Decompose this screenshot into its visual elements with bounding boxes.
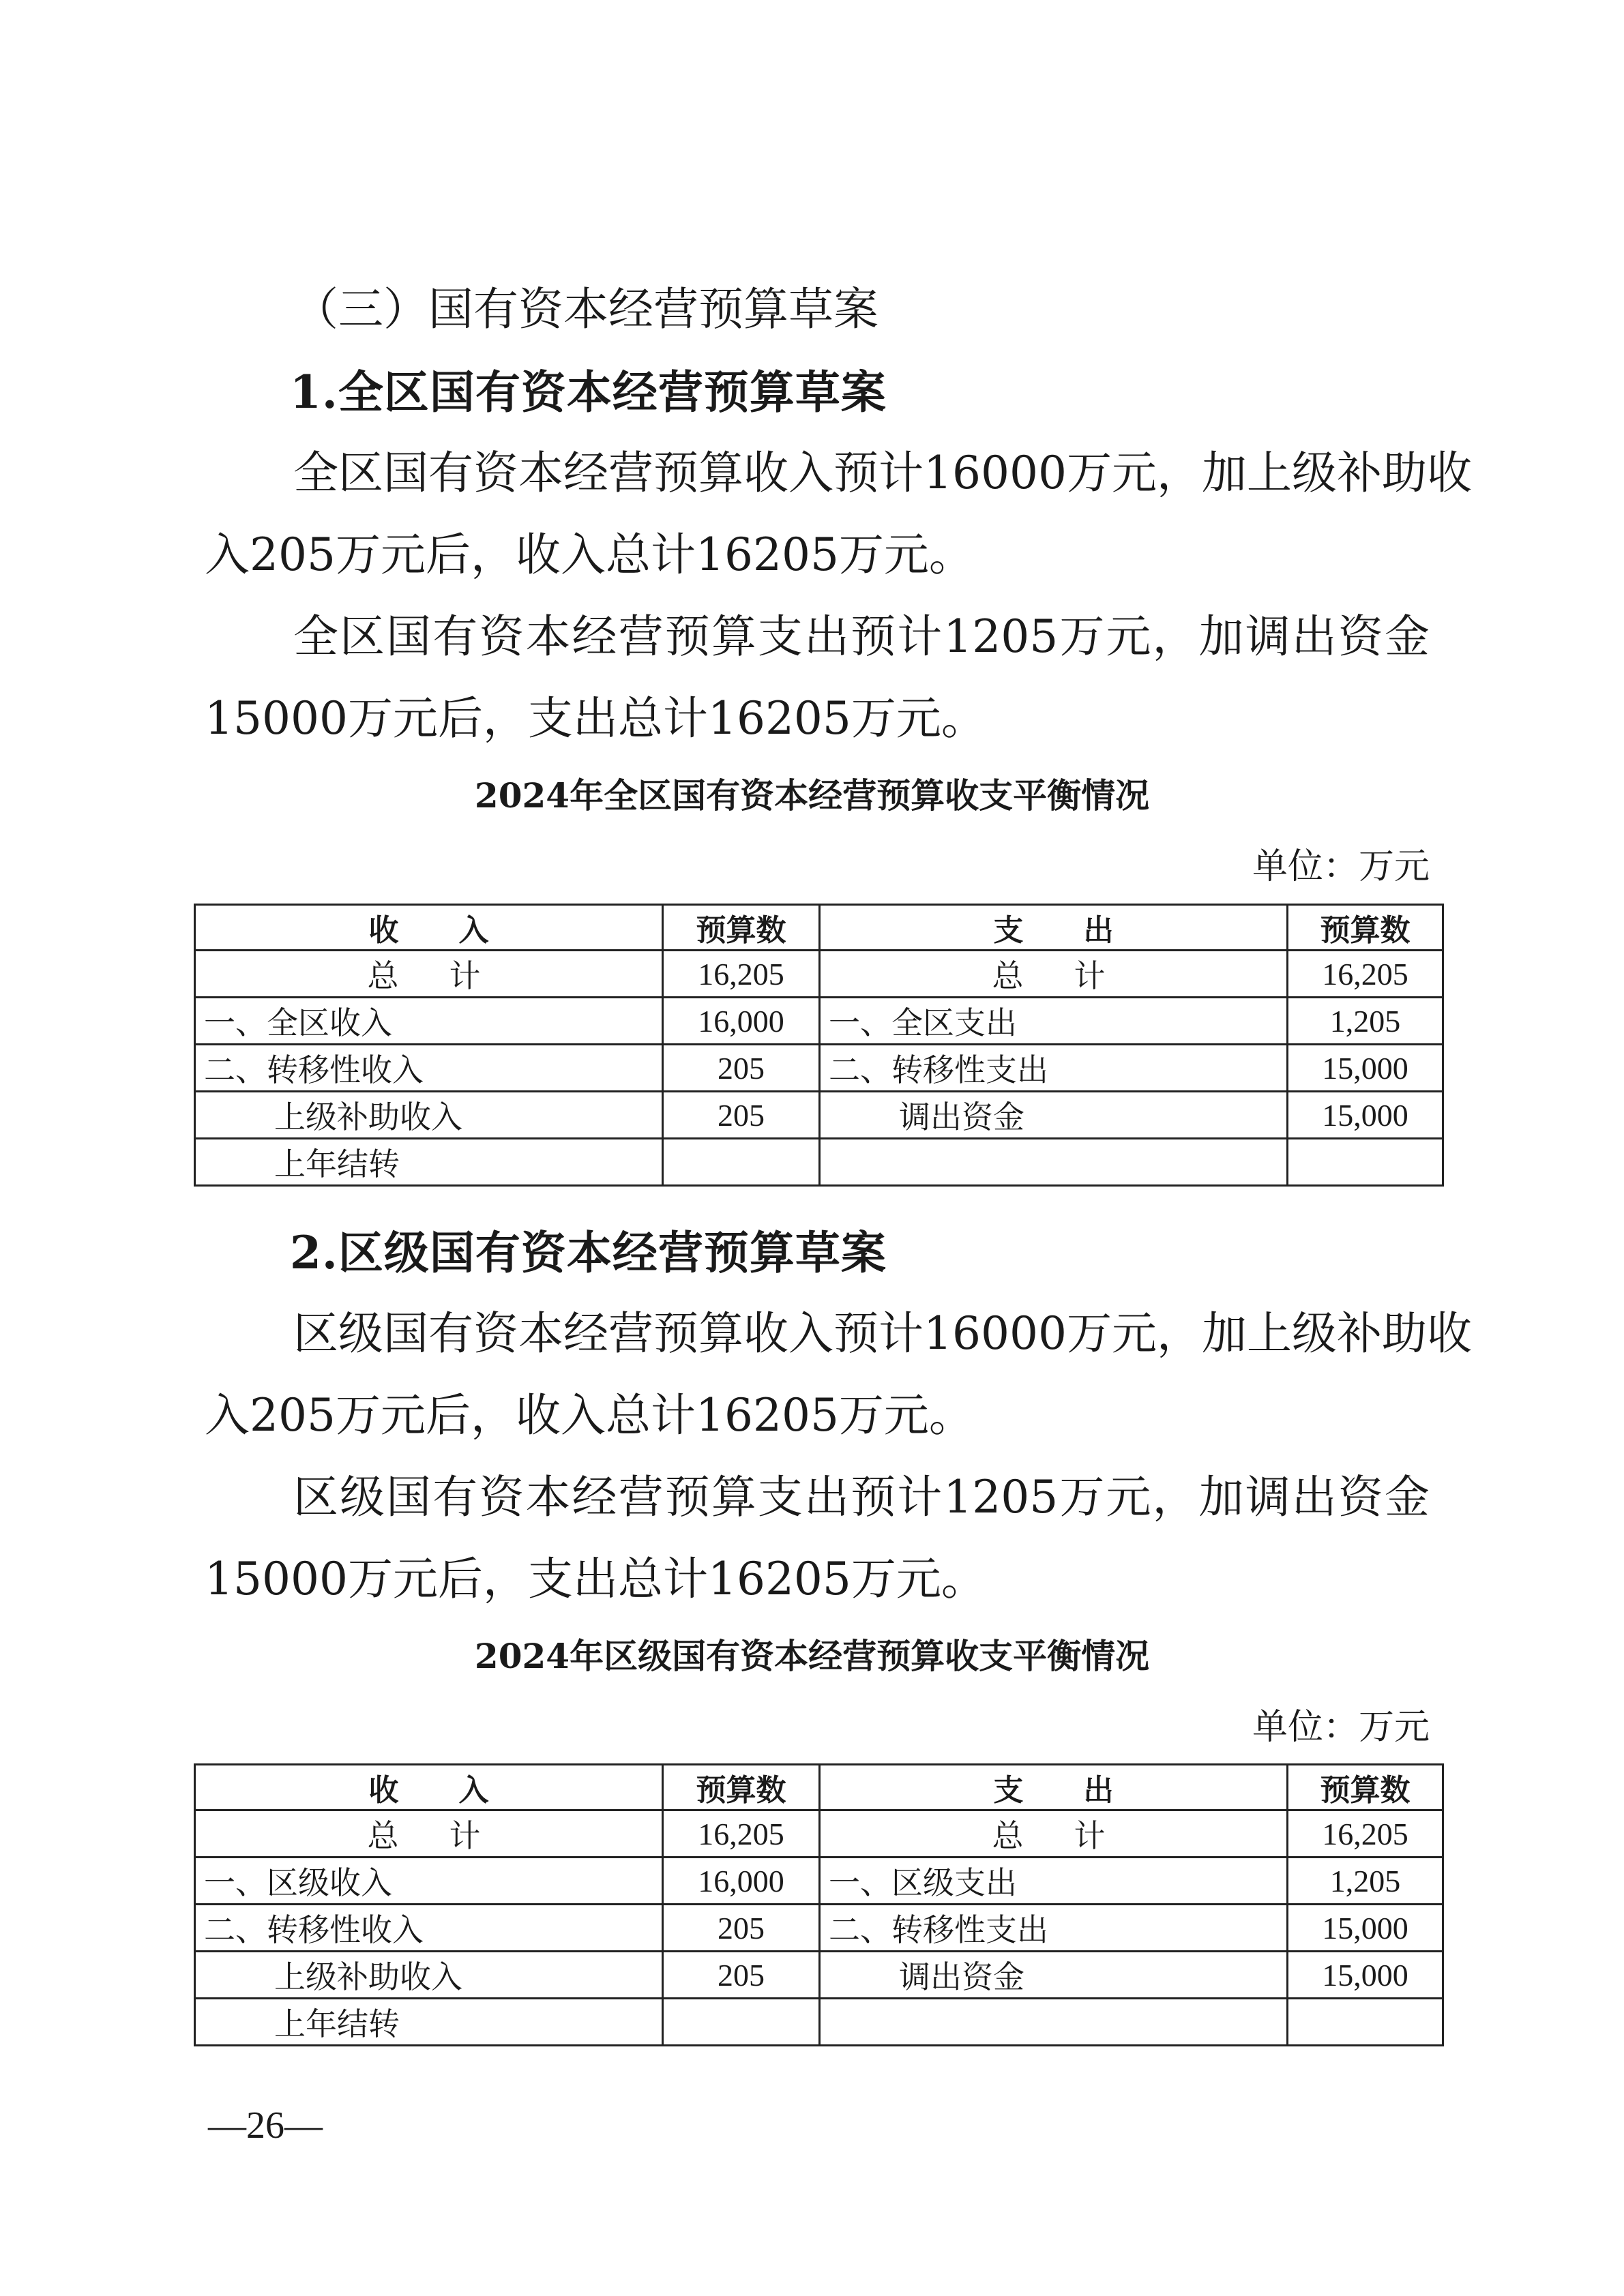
table-cell [663,1139,820,1186]
paragraph-line: 全区国有资本经营预算支出预计1205万元，加调出资金 [293,610,1430,663]
table-cell [820,1139,1288,1186]
table-cell: 总 计 [820,1810,1288,1858]
table-cell: 二、转移性支出 [820,1905,1288,1952]
page-number: —26— [208,2104,323,2147]
table-cell: 16,205 [663,951,820,998]
table-cell: 上年结转 [195,1139,663,1186]
table-cell: 15,000 [1288,1952,1443,1999]
table-cell: 上级补助收入 [195,1092,663,1139]
unit-label-1: 单位：万元 [1252,846,1430,887]
table-header-row [195,905,1443,951]
table-cell: 1,205 [1288,998,1443,1045]
header-budget-amount: 预算数 [1288,905,1443,951]
paragraph-line: 15000万元后，支出总计16205万元。 [205,692,986,745]
table-cell: 1,205 [1288,1858,1443,1905]
table-cell: 15,000 [1288,1045,1443,1092]
table-cell: 二、转移性收入 [195,1045,663,1092]
table-cell: 二、转移性支出 [820,1045,1288,1092]
table-cell: 16,205 [1288,1810,1443,1858]
budget-table-1 [194,904,1444,1187]
header-income: 收 入 [195,1765,663,1810]
section-heading: （三）国有资本经营预算草案 [293,283,879,336]
table-cell: 16,000 [663,998,820,1045]
table-cell: 16,205 [663,1810,820,1858]
table-cell: 总 计 [195,951,663,998]
table-cell: 一、全区收入 [195,998,663,1045]
table-row [195,1092,1443,1139]
sub-heading-1: 1.全区国有资本经营预算草案 [290,366,887,419]
header-budget-amount: 预算数 [663,905,820,951]
table-cell: 二、转移性收入 [195,1905,663,1952]
table-cell [663,1999,820,2046]
table-cell: 一、区级支出 [820,1858,1288,1905]
table-cell: 上级补助收入 [195,1952,663,1999]
table-row [195,1999,1443,2046]
table-row [195,1810,1443,1858]
paragraph-line: 全区国有资本经营预算收入预计16000万元，加上级补助收 [293,447,1472,499]
table-title-1: 2024年全区国有资本经营预算收支平衡情况 [474,775,1150,816]
table-row [195,1858,1443,1905]
paragraph-line: 区级国有资本经营预算收入预计16000万元，加上级补助收 [293,1307,1472,1360]
table-cell: 总 计 [820,951,1288,998]
table-cell: 205 [663,1905,820,1952]
table-row [195,951,1443,998]
header-income: 收 入 [195,905,663,951]
table-cell [820,1999,1288,2046]
unit-label-2: 单位：万元 [1252,1707,1430,1748]
table-cell: 总 计 [195,1810,663,1858]
budget-table-2 [194,1763,1444,2046]
table-cell: 16,000 [663,1858,820,1905]
paragraph-line: 15000万元后，支出总计16205万元。 [205,1553,986,1605]
table-cell: 16,205 [1288,951,1443,998]
table-cell: 15,000 [1288,1905,1443,1952]
header-expenditure: 支 出 [820,1765,1288,1810]
table-cell: 15,000 [1288,1092,1443,1139]
table-cell: 调出资金 [820,1952,1288,1999]
header-budget-amount: 预算数 [663,1765,820,1810]
table-title-2: 2024年区级国有资本经营预算收支平衡情况 [474,1636,1150,1676]
paragraph-line: 入205万元后，收入总计16205万元。 [205,528,974,581]
table-header-row [195,1765,1443,1810]
table-cell: 一、区级收入 [195,1858,663,1905]
table-row [195,1045,1443,1092]
header-expenditure: 支 出 [820,905,1288,951]
table-cell: 205 [663,1045,820,1092]
paragraph-line: 入205万元后，收入总计16205万元。 [205,1389,974,1442]
table-cell: 一、全区支出 [820,998,1288,1045]
header-budget-amount: 预算数 [1288,1765,1443,1810]
table-row [195,998,1443,1045]
table-cell: 205 [663,1092,820,1139]
sub-heading-2: 2.区级国有资本经营预算草案 [290,1226,887,1279]
table-row [195,1905,1443,1952]
table-cell: 205 [663,1952,820,1999]
table-cell [1288,1139,1443,1186]
paragraph-line: 区级国有资本经营预算支出预计1205万元，加调出资金 [293,1471,1430,1523]
table-row [195,1952,1443,1999]
table-row [195,1139,1443,1186]
table-cell: 调出资金 [820,1092,1288,1139]
table-cell [1288,1999,1443,2046]
table-cell: 上年结转 [195,1999,663,2046]
